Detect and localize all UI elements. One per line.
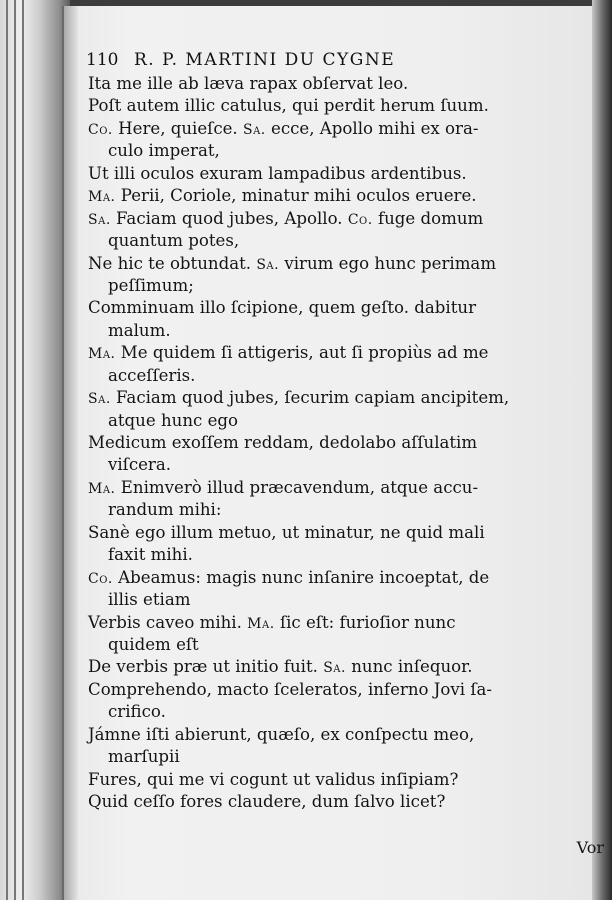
line-text: Here, quieſce.: [112, 118, 243, 138]
page-gutter: [64, 6, 78, 900]
text-line: [88, 73, 582, 95]
line-text: culo imperat,: [108, 141, 220, 161]
text-line: [88, 163, 582, 185]
running-title: R. P. MARTINI DU CYGNE: [134, 50, 396, 70]
text-line: [88, 95, 582, 117]
line-text: Poſt autem illic catulus, qui perdit herum ſuum.: [88, 96, 489, 116]
line-text: marſupii: [108, 747, 180, 767]
line-text: virum ego hunc perimam: [279, 253, 497, 273]
text-line: [88, 185, 582, 207]
speaker-tag: Co.: [88, 121, 113, 138]
text-line: [88, 275, 582, 297]
text-line: [88, 746, 582, 768]
text-line: [88, 208, 582, 230]
text-line: [88, 410, 582, 432]
line-text: crifico.: [108, 702, 166, 722]
text-line: [88, 454, 582, 476]
speaker-tag: Sa.: [323, 660, 346, 677]
speaker-tag: Sa.: [88, 211, 111, 228]
speaker-tag: Sa.: [88, 391, 111, 408]
running-header: [86, 50, 586, 72]
line-text: ſic eſt: furioſior nunc: [274, 612, 456, 632]
line-text: ecce, Apollo mihi ex ora-: [265, 118, 479, 138]
line-text: Quid ceſſo fores claudere, dum ſalvo licet?: [88, 792, 446, 811]
speaker-tag: Ma.: [247, 615, 275, 632]
line-text: atque hunc ego: [108, 410, 239, 430]
line-text: Perii, Coriole, minatur mihi oculos eruere.: [115, 186, 477, 206]
line-text: De verbis præ ut initio fuit.: [88, 657, 324, 677]
text-line: [88, 589, 582, 611]
line-text: malum.: [108, 320, 171, 340]
page-text: [88, 73, 582, 813]
text-line: [88, 567, 582, 589]
line-text: Ne hic te obtundat.: [88, 253, 257, 273]
line-text: acceſſeris.: [108, 365, 196, 385]
page-edge-line: [22, 0, 24, 900]
text-line: [88, 612, 582, 634]
next-page-edge: [592, 0, 612, 900]
speaker-tag: Sa.: [256, 256, 280, 273]
line-text: Ita me ille ab læva rapax obſervat leo.: [88, 74, 409, 93]
line-text: Comminuam illo ſcipione, quem geſto. dabitur: [88, 298, 477, 318]
speaker-tag: Ma.: [88, 189, 116, 206]
line-text: Abeamus: magis nunc inſanire incoeptat, de: [112, 567, 490, 587]
text-line: [88, 522, 582, 544]
text-line: [88, 297, 582, 319]
text-line: [88, 477, 582, 499]
line-text: Comprehendo, macto ſceleratos, inferno Jovi ſa-: [88, 679, 493, 699]
page-edge-line: [14, 0, 16, 900]
text-line: [88, 701, 582, 723]
speaker-tag: Ma.: [88, 480, 116, 497]
text-line: [88, 499, 582, 521]
text-line: [88, 724, 582, 746]
line-text: Verbis caveo mihi.: [88, 612, 248, 632]
line-text: illis etiam: [108, 590, 191, 610]
line-text: Medicum exoſſem reddam, dedolabo aſſulatim: [88, 433, 478, 452]
catchword: Vor: [576, 838, 604, 857]
line-text: quantum potes,: [108, 231, 240, 251]
line-text: Fures, qui me vi cogunt ut validus inſipiam?: [88, 769, 459, 789]
line-text: Faciam quod jubes, Apollo.: [110, 208, 348, 228]
facing-page-edge: [0, 0, 70, 900]
line-text: Enimverò illud præcavendum, atque accu-: [115, 477, 479, 497]
line-text: quidem eſt: [108, 634, 199, 654]
line-text: fuge domum: [372, 208, 484, 228]
line-text: nunc inſequor.: [345, 657, 473, 677]
text-line: [88, 544, 582, 566]
text-line: [88, 253, 582, 275]
text-line: [88, 656, 582, 678]
line-text: faxit mihi.: [108, 545, 193, 565]
page-number: 110: [86, 50, 119, 70]
line-text: Jámne iſti abierunt, quæſo, ex conſpectu meo,: [88, 724, 475, 744]
text-line: [88, 791, 582, 813]
line-text: peſſimum;: [108, 275, 194, 295]
line-text: Ut illi oculos exuram lampadibus ardentibus.: [88, 163, 467, 183]
text-line: [88, 769, 582, 791]
text-line: [88, 342, 582, 364]
speaker-tag: Ma.: [88, 346, 116, 363]
text-line: [88, 140, 582, 162]
speaker-tag: Co.: [88, 570, 113, 587]
page-edge-line: [6, 0, 8, 900]
text-line: [88, 432, 582, 454]
line-text: Me quidem ſi attigeris, aut ſi propiùs ad me: [115, 343, 489, 363]
text-line: [88, 387, 582, 409]
line-text: Faciam quod jubes, ſecurim capiam ancipitem,: [110, 388, 510, 408]
text-line: [88, 230, 582, 252]
speaker-tag: Sa.: [242, 121, 266, 138]
text-line: [88, 634, 582, 656]
text-line: [88, 320, 582, 342]
line-text: randum mihi:: [108, 500, 222, 520]
line-text: Sanè ego illum metuo, ut minatur, ne quid mali: [88, 522, 485, 542]
line-text: viſcera.: [108, 455, 172, 475]
text-line: [88, 679, 582, 701]
speaker-tag: Co.: [347, 211, 373, 228]
text-line: [88, 118, 582, 140]
text-line: [88, 365, 582, 387]
